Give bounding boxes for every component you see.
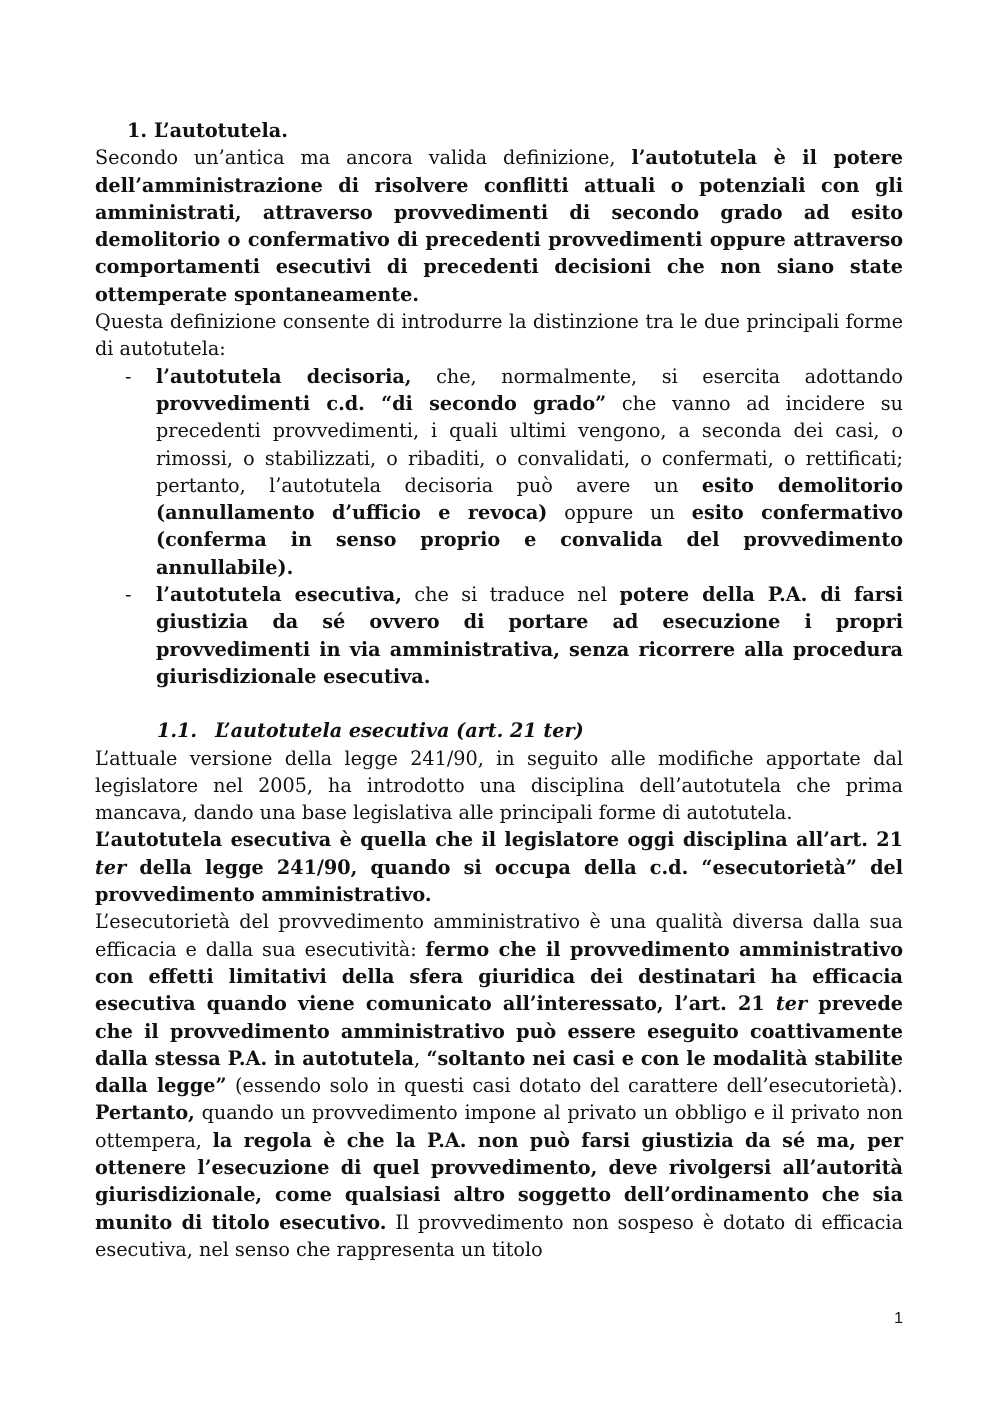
- item2-bold-2: potere della P.A. di farsi giustizia da sé ovvero di portare ad esecuzione i propri provvedimenti in via amministrativa, senza ricorrere alla procedura giurisdizionale esecutiva.: [156, 583, 903, 688]
- section-1-1-title: L’autotutela esecutiva (art. 21 ter): [215, 719, 584, 743]
- p3-bold-4: Pertanto,: [95, 1101, 195, 1125]
- dash-bullet: -: [125, 583, 132, 607]
- p3-bold-italic: ter: [775, 992, 808, 1016]
- section-1-heading: [95, 117, 903, 144]
- p3-text-5: Il provvedimento non sospeso è dotato di efficacia esecutiva, nel senso che rappresenta un titolo: [95, 1210, 904, 1261]
- esecutorieta-paragraph: [95, 826, 903, 908]
- p3-bold-3: “soltanto nei casi e con le modalità stabilite dalla legge”: [95, 1046, 903, 1098]
- p2-bold-a: L’autotutela esecutiva è quella che il legislatore oggi disciplina all’art. 21: [95, 828, 903, 852]
- p3-text-1: L’esecutorietà del provvedimento amministrativo è una qualità diversa dalla sua efficacia e dalla sua esecutività:: [95, 910, 903, 961]
- item1-text-2: che vanno ad incidere su precedenti provvedimenti, i quali ultimi vengono, a seconda dei casi, o rimossi, o stabilizzati, o ribaditi, o convalidati, o confermati, o rettificati; pertanto, l’autotutela decisoria può avere un: [156, 391, 903, 497]
- definition-intro: Secondo un’antica ma ancora valida definizione,: [95, 146, 632, 170]
- p3-text-3: (essendo solo in questi casi dotato del carattere dell’esecutorietà).: [226, 1074, 903, 1098]
- p3-text-2: ,: [413, 1046, 427, 1070]
- list-item: [95, 363, 903, 581]
- legislation-paragraph: L’attuale versione della legge 241/90, in seguito alle modifiche apportate dal legislatore nel 2005, ha introdotto una disciplina dell’autotutela che prima mancava, dando una base legislativa alle principali forme di autotutela.: [95, 746, 903, 825]
- section-1-1-heading: [95, 717, 903, 744]
- section-1-1-number: 1.1.: [157, 719, 198, 743]
- list-item: [95, 581, 903, 690]
- item1-bold-3: esito demolitorio (annullamento d’ufficio e revoca): [156, 473, 903, 525]
- p2-italic: ter: [95, 855, 127, 879]
- section-1-title: L’autotutela.: [154, 119, 288, 142]
- item1-text-1: che, normalmente, si esercita adottando: [411, 364, 903, 388]
- section-1-number: 1.: [127, 119, 148, 142]
- definition-bold: l’autotutela è il potere dell’amministrazione di risolvere conflitti attuali o potenziali con gli amministrati, attraverso provvedimenti di secondo grado ad esito demolitorio o confermativo di precedenti provvedimenti oppure attraverso comportamenti esecutivi di precedenti decisioni che non siano state ottemperate spontaneamente.: [95, 146, 904, 306]
- p3-bold-1: fermo che il provvedimento amministrativo con effetti limitativi della sfera giuridica dei destinatari ha efficacia esecutiva quando viene comunicato all’interessato, l’art. 21: [95, 937, 903, 1016]
- distinction-paragraph: Questa definizione consente di introdurre la distinzione tra le due principali forme di autotutela:: [95, 310, 903, 361]
- p2-bold-b: della legge 241/90, quando si occupa della c.d. “esecutorietà” del provvedimento amministrativo.: [95, 855, 903, 907]
- page-number: 1: [894, 1310, 903, 1327]
- document-page: [95, 117, 903, 1263]
- item1-bold-1: l’autotutela decisoria,: [156, 364, 412, 388]
- item1-bold-4: esito confermativo (conferma in senso proprio e convalida del provvedimento annullabile).: [156, 501, 904, 579]
- autotutela-forms-list: [95, 363, 903, 691]
- p3-bold-5: la regola è che la P.A. non può farsi giustizia da sé ma, per ottenere l’esecuzione di quel provvedimento, deve rivolgersi all’autorità giurisdizionale, come qualsiasi altro soggetto dell’ordinamento che sia munito di titolo esecutivo.: [95, 1128, 903, 1234]
- esecutivita-paragraph: [95, 908, 903, 1263]
- dash-bullet: -: [125, 364, 132, 388]
- item1-text-3: oppure un: [547, 501, 692, 525]
- definition-paragraph: [95, 144, 903, 308]
- p3-text-4: quando un provvedimento impone al privato un obbligo e il privato non ottempera,: [95, 1101, 903, 1152]
- p3-bold-2: prevede che il provvedimento amministrativo può essere eseguito coattivamente dalla stessa P.A. in autotutela: [95, 992, 903, 1070]
- item2-text-1: che si traduce nel: [401, 583, 620, 607]
- item2-bold-1: l’autotutela esecutiva,: [156, 583, 402, 607]
- item1-bold-2: provvedimenti c.d. “di secondo grado”: [156, 391, 607, 415]
